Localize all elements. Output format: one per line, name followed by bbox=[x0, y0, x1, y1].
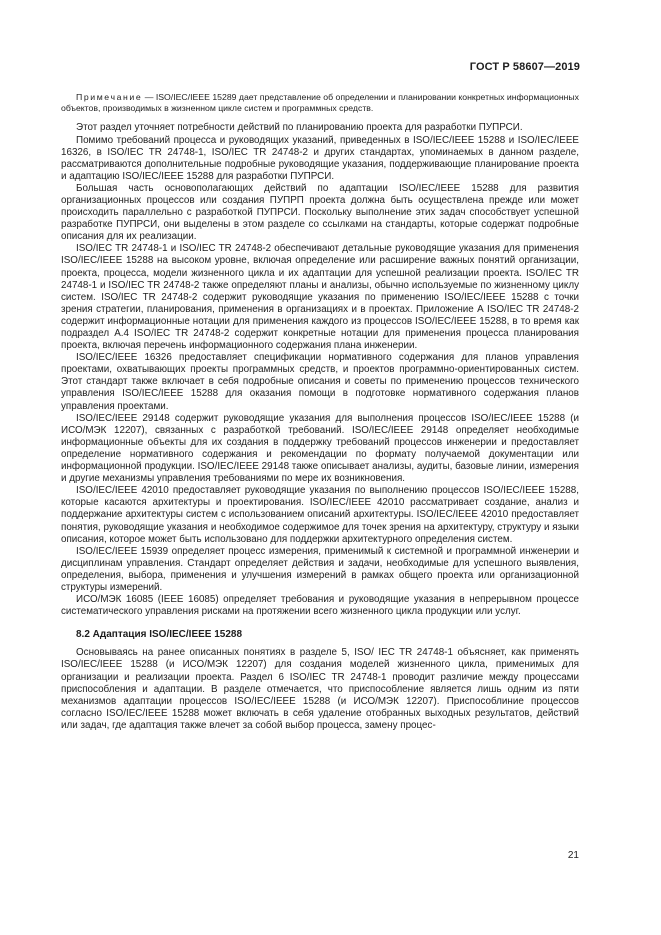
paragraph: ISO/IEC/IEEE 42010 предоставляет руководящие указания по выполнению процессов ISO/IEC/IEEE 15288, которые касаются архитектуры и проектирования. ISO/IEC/IEEE 42010 рассматривает создание, анализ и поддержание архитектуры систем с использованием описаний архитектуры. ISO/IEC/IEEE 42010 предоставляет понятия, руководящие указания и необходимое содержимое для точек зрения на архитектуру, структуру и языки описания, которое может быть использовано для поддержки архитектурного определения систем. bbox=[61, 485, 579, 545]
paragraph: ИСО/МЭК 16085 (IEEE 16085) определяет требования и руководящие указания в непрерывном процессе систематического управления рисками на протяжении всего жизненного цикла продукции или услуг. bbox=[61, 594, 579, 618]
document-body bbox=[61, 92, 579, 732]
note-text: — ISO/IEC/IEEE 15289 дает представление об определении и планировании конкретных информационных объектов, производимых в жизненном цикле систем и программных средств. bbox=[61, 92, 579, 114]
paragraph: ISO/IEC/IEEE 29148 содержит руководящие указания для выполнения процессов ISO/IEC/IEEE 15288 (и ИСО/МЭК 12207), связанных с разработкой требований. ISO/IEC/IEEE 29148 определяет необходимые информационные объекты для их создания в поддержку требований процессов инженерии и предоставляет определение нормативного содержания и рекомендации по формату получаемой документации или информационной продукции. ISO/IEC/IEEE 29148 также описывает анализы, аудиты, базовые линии, измерения и другие механизмы управления требованиями по мере их возникновения. bbox=[61, 412, 579, 485]
paragraph: Помимо требований процесса и руководящих указаний, приведенных в ISO/IEC/IEEE 15288 и ISO/IEC/IEEE 16326, в ISO/IEC TR 24748-1, ISO/IEC TR 24748-2 и других стандартах, упоминаемых в данном разделе, рассматриваются дополнительные подробные руководящие указания, поддерживающие планирование проекта и адаптацию ISO/IEC/IEEE 15288 для разработки ПУПРСИ. bbox=[61, 134, 579, 182]
paragraph: Большая часть основополагающих действий по адаптации ISO/IEC/IEEE 15288 для развития организационных процессов или создания ПУПРП проекта должна быть осуществлена прежде или может происходить параллельно с разработкой ПУПРСИ. Поскольку выполнение этих задач способствует успешной разработке ПУПРСИ, они выделены в этом разделе со ссылками на стандарты, которые содержат подробные описания для их реализации. bbox=[61, 182, 579, 243]
paragraph: ISO/IEC TR 24748-1 и ISO/IEC TR 24748-2 обеспечивают детальные руководящие указания для применения ISO/IEC/IEEE 15288 на высоком уровне, включая определение или расширение важных понятий организации, проекта, процесса, модели жизненного цикла и их адаптации для успешной реализации проекта. ISO/IEC TR 24748-1 и ISO/IEC TR 24748-2 также определяют планы и анализы, обычно используемые по жизненному циклу систем. ISO/IEC TR 24748-2 содержит руководящие указания по применению ISO/IEC/IEEE 15288 с точки зрения стратегии, планирования, применения в организациях и в проектах. Приложение А ISO/IEC TR 24748-2 содержит информационные нотации для применения каждого из процессов ISO/IEC/IEEE 15288, в то время как подраздел А.4 ISO/IEC TR 24748-2 содержит конкретные нотации для применения процесса планирования проекта, включая перечень информационного содержания плана инженерии. bbox=[61, 243, 579, 352]
note-label: Примечание bbox=[76, 92, 143, 102]
paragraph: ISO/IEC/IEEE 15939 определяет процесс измерения, применимый к системной и программной инженерии и дисциплинам управления. Стандарт определяет действия и задачи, необходимые для успешного выявления, определения, выбора, применения и улучшения измерений в рамках общего проекта или организационной структуры измерений. bbox=[61, 545, 579, 593]
note bbox=[61, 92, 579, 114]
paragraph: Этот раздел уточняет потребности действий по планированию проекта для разработки ПУПРСИ. bbox=[76, 122, 523, 134]
page-number: 21 bbox=[567, 850, 579, 861]
paragraph: ISO/IEC/IEEE 16326 предоставляет спецификации нормативного содержания для планов управления проектами, охватывающих проекты программных средств, и проектов программно-ориентированных систем. Этот стандарт также включает в себя подробные описания и советы по применению процессов технического управления ISO/IEC/IEEE 15288 для оказания помощи в подготовке нормативного содержания планов управления проектами. bbox=[61, 352, 579, 412]
paragraph: Основываясь на ранее описанных понятиях в разделе 5, ISO/ IEC TR 24748-1 объясняет, как применять ISO/IEC/IEEE 15288 (и ИСО/МЭК 12207) для создания моделей жизненного цикла, применимых для организации и реализации проекта. Раздел 6 ISO/IEC TR 24748-1 проводит различие между процессами приспособления и адаптации. В разделе отмечается, что приспособление является лишь одним из пяти механизмов адаптации процессов ISO/IEC/IEEE 15288 (и ИСО/МЭК 12207). Приспособлиние процессов согласно ISO/IEC/IEEE 15288 может включать в себя удаление отобранных выходных результатов, действий или задач, где адаптация также влечет за собой выбор процесса, замену процес- bbox=[61, 647, 579, 731]
section-heading: 8.2 Адаптация ISO/IEC/IEEE 15288 bbox=[76, 629, 243, 641]
standard-header: ГОСТ Р 58607—2019 bbox=[469, 61, 580, 73]
